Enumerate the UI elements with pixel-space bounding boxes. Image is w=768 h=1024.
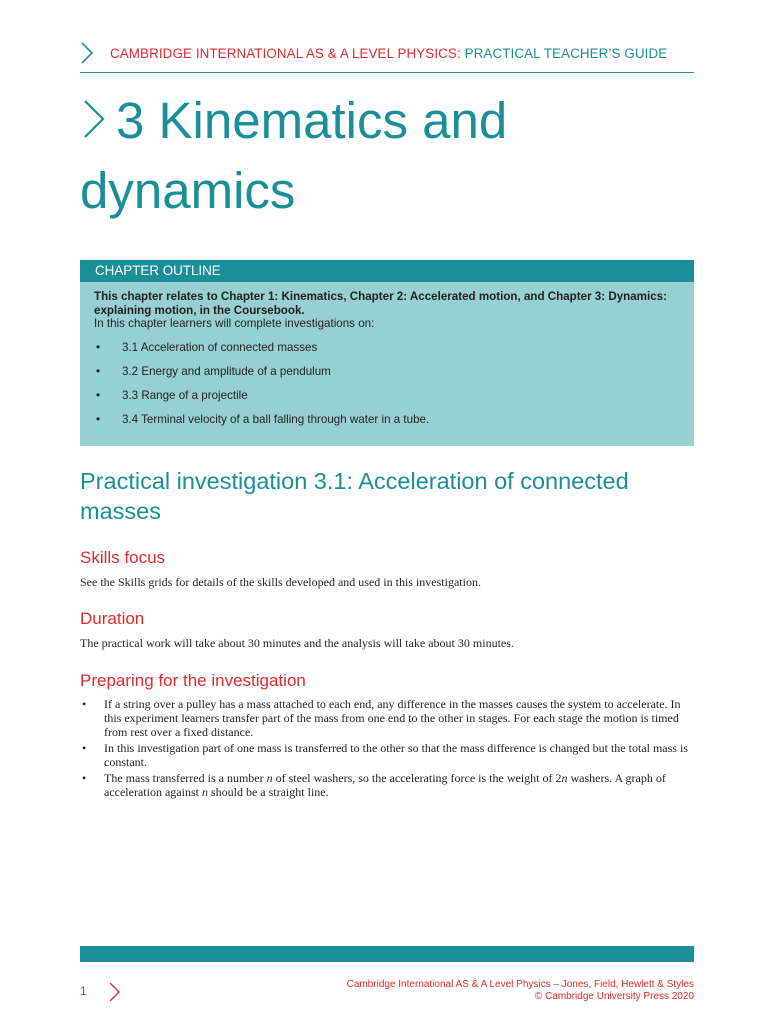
text-run: washers. A graph of acceleration against bbox=[104, 771, 666, 799]
investigation-title: Practical investigation 3.1: Acceleration of connected masses bbox=[80, 468, 629, 524]
footer-bar bbox=[80, 946, 694, 962]
list-item: • 3.4 Terminal velocity of a ball falling through water in a tube. bbox=[94, 413, 680, 437]
footer-credit bbox=[347, 979, 694, 1003]
chapter-title-line1: 3 Kinematics and bbox=[116, 92, 508, 149]
variable-n: n bbox=[561, 771, 568, 785]
list-item: • 3.1 Acceleration of connected masses bbox=[94, 341, 680, 365]
skills-focus-text: See the Skills grids for details of the skills developed and used in this investigation. bbox=[80, 575, 481, 589]
skills-focus-heading: Skills focus bbox=[80, 548, 166, 567]
duration-text: The practical work will take about 30 minutes and the analysis will take about 30 minutes. bbox=[80, 636, 514, 650]
variable-n: n bbox=[266, 771, 273, 785]
footer-copyright: © Cambridge University Press 2020 bbox=[534, 991, 694, 1002]
text-run: of steel washers, so the accelerating force is the weight of 2 bbox=[272, 771, 562, 785]
footer-credit-line: Cambridge International AS & A Level Physics – Jones, Field, Hewlett & Styles bbox=[346, 979, 694, 990]
chapter-intro-text: In this chapter learners will complete investigations on: bbox=[94, 317, 375, 331]
running-header bbox=[80, 40, 694, 73]
list-item: • In this investigation part of one mass is transferred to the other so that the mass difference is changed but the total mass is constant. bbox=[80, 741, 694, 769]
chapter-outline-box bbox=[80, 260, 694, 446]
chevron-right-icon bbox=[82, 99, 106, 139]
preparing-heading: Preparing for the investigation bbox=[80, 671, 306, 690]
header-series: CAMBRIDGE INTERNATIONAL AS & A LEVEL PHYSICS: bbox=[110, 46, 461, 61]
list-item: • If a string over a pulley has a mass attached to each end, any difference in the masses causes the system to accelerate. In this experiment learners transfer part of the mass from one end to the other in stages. For each stage the motion is timed from rest over a fixed distance. bbox=[80, 697, 694, 739]
header-title bbox=[110, 46, 667, 61]
variable-n: n bbox=[201, 785, 208, 799]
chapter-outline-body bbox=[80, 282, 694, 437]
investigation-list bbox=[94, 341, 680, 437]
text-run: The mass transferred is a number bbox=[104, 771, 267, 785]
list-item bbox=[80, 771, 694, 799]
preparing-list bbox=[80, 697, 694, 801]
text-run: should be a straight line. bbox=[207, 785, 329, 799]
page-number: 1 bbox=[80, 984, 87, 998]
chapter-relation-text: This chapter relates to Chapter 1: Kinematics, Chapter 2: Accelerated motion, and Chapter 3: Dynamics: explaining motion, in the Coursebook. bbox=[94, 290, 667, 317]
chapter-outline-heading: CHAPTER OUTLINE bbox=[80, 260, 694, 282]
list-item: • 3.3 Range of a projectile bbox=[94, 389, 680, 413]
chapter-title-line2: dynamics bbox=[80, 162, 296, 219]
list-item: • 3.2 Energy and amplitude of a pendulum bbox=[94, 365, 680, 389]
header-guide: PRACTICAL TEACHER’S GUIDE bbox=[464, 46, 668, 61]
chevron-right-icon[interactable] bbox=[108, 982, 120, 1002]
chevron-right-icon bbox=[80, 42, 94, 64]
duration-heading: Duration bbox=[80, 609, 145, 628]
